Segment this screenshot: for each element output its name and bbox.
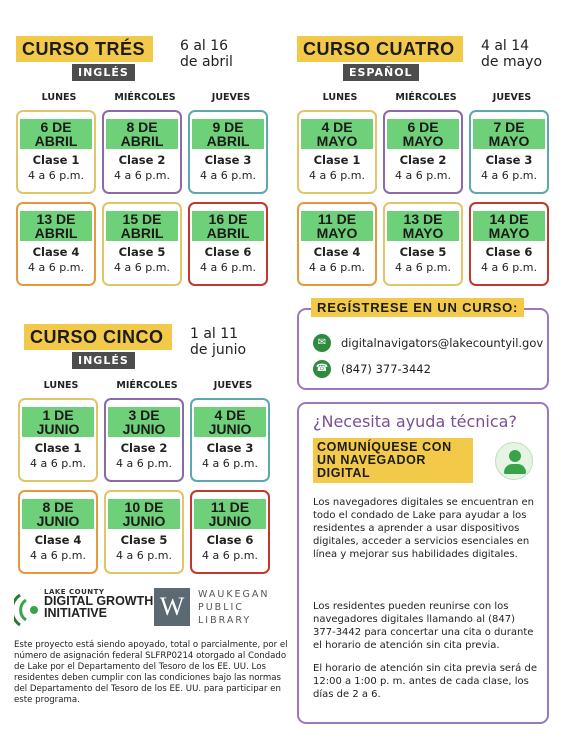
session-card [383, 110, 463, 194]
weekday-label: MIÉRCOLES [114, 92, 176, 103]
weekday-label: LUNES [322, 92, 358, 103]
session-date: 10 DE JUNIO [108, 499, 180, 529]
help-title: ¿Necesita ayuda técnica? [313, 412, 517, 431]
session-time: 4 a 6 p.m. [28, 261, 84, 274]
register-title: REGÍSTRESE EN UN CURSO: [311, 298, 524, 317]
help-subtitle: COMUNÍQUESE CON UN NAVEGADOR DIGITAL [313, 438, 473, 483]
session-grid [297, 110, 549, 286]
session-date: 8 DE JUNIO [22, 499, 94, 529]
session-time: 4 a 6 p.m. [114, 169, 170, 182]
session-time: 4 a 6 p.m. [200, 261, 256, 274]
session-class: Clase 2 [118, 153, 166, 167]
session-date: 9 DE ABRIL [192, 119, 264, 149]
course-header [24, 324, 288, 386]
help-paragraph: Los navegadores digitales se encuentran en todo el condado de Lake para ayudar a los residentes a aprender a usar dispositivos digitales, acceder a servicios esenciales en línea y mejorar sus habilidades digitales. [313, 497, 534, 560]
session-card [18, 490, 98, 574]
register-phone-row[interactable] [313, 360, 431, 378]
course-language: INGLÉS [72, 352, 135, 369]
session-grid [18, 398, 270, 574]
weekday-labels [16, 92, 274, 103]
session-time: 4 a 6 p.m. [28, 169, 84, 182]
weekday-label: JUEVES [213, 380, 253, 391]
session-time: 4 a 6 p.m. [481, 261, 537, 274]
course-title: CURSO TRÉS [16, 36, 153, 62]
session-date: 1 DE JUNIO [22, 407, 94, 437]
session-card [190, 490, 270, 574]
session-time: 4 a 6 p.m. [200, 169, 256, 182]
session-class: Clase 1 [32, 153, 80, 167]
session-time: 4 a 6 p.m. [30, 549, 86, 562]
session-card [188, 110, 268, 194]
session-card [104, 398, 184, 482]
session-date: 6 DE ABRIL [20, 119, 92, 149]
course-dates: 6 al 16 de abril [180, 38, 233, 70]
session-date: 7 DE MAYO [473, 119, 545, 149]
course-dates: 4 al 14 de mayo [481, 38, 543, 70]
session-time: 4 a 6 p.m. [395, 169, 451, 182]
session-card [16, 202, 96, 286]
session-card [102, 110, 182, 194]
course-header [16, 36, 280, 98]
session-time: 4 a 6 p.m. [114, 261, 170, 274]
session-card [16, 110, 96, 194]
session-card [18, 398, 98, 482]
session-card [297, 202, 377, 286]
session-class: Clase 6 [204, 245, 252, 259]
envelope-icon: ✉ [313, 334, 331, 352]
course-title: CURSO CINCO [24, 324, 172, 350]
session-time: 4 a 6 p.m. [116, 549, 172, 562]
course-language: INGLÉS [72, 64, 135, 81]
session-date: 8 DE ABRIL [106, 119, 178, 149]
session-date: 11 DE MAYO [301, 211, 373, 241]
dgi-county: LAKE COUNTY [44, 588, 105, 596]
course-dates: 1 al 11 de junio [190, 326, 247, 358]
logos [14, 584, 288, 634]
session-class: Clase 2 [399, 153, 447, 167]
weekday-label: MIÉRCOLES [116, 380, 178, 391]
session-time: 4 a 6 p.m. [395, 261, 451, 274]
weekday-label: JUEVES [492, 92, 532, 103]
help-panel [297, 402, 549, 724]
course-5 [24, 324, 288, 562]
session-date: 14 DE MAYO [473, 211, 545, 241]
library-logo-mark: W [154, 588, 190, 626]
session-card [104, 490, 184, 574]
help-paragraph: El horario de atención sin cita previa será de 12:00 a 1:00 p. m. antes de cada clase, los días de 2 a 6. [313, 663, 537, 700]
session-date: 11 DE JUNIO [194, 499, 266, 529]
headset-person-icon [495, 442, 533, 480]
session-date: 13 DE ABRIL [20, 211, 92, 241]
session-time: 4 a 6 p.m. [481, 169, 537, 182]
session-class: Clase 4 [32, 245, 80, 259]
weekday-label: LUNES [41, 92, 77, 103]
session-class: Clase 6 [206, 533, 254, 547]
help-paragraph: Los residentes pueden reunirse con los navegadores digitales llamando al (847) 377-3442 para concertar una cita o durante el horario de atención sin cita previa. [313, 601, 534, 651]
course-language: ESPAÑOL [343, 64, 419, 81]
session-card [190, 398, 270, 482]
session-class: Clase 1 [34, 441, 82, 455]
session-class: Clase 4 [313, 245, 361, 259]
session-time: 4 a 6 p.m. [116, 457, 172, 470]
session-grid [16, 110, 268, 286]
library-name: WAUKEGAN PUBLIC LIBRARY [198, 589, 270, 626]
session-date: 4 DE JUNIO [194, 407, 266, 437]
session-class: Clase 3 [206, 441, 254, 455]
session-date: 16 DE ABRIL [192, 211, 264, 241]
session-date: 6 DE MAYO [387, 119, 459, 149]
register-email[interactable]: digitalnavigators@lakecountyil.gov [341, 336, 544, 350]
session-class: Clase 2 [120, 441, 168, 455]
course-4 [297, 36, 561, 274]
session-class: Clase 6 [485, 245, 533, 259]
session-class: Clase 5 [120, 533, 168, 547]
funding-disclaimer: Este proyecto está siendo apoyado, total o parcialmente, por el número de asignación federal SLFRP0214 otorgado al Condado de Lake por el Departamento del Tesoro de los EE. UU. Los residentes deben cumplir con las condiciones bajo las normas del Departamento del Tesoro de los EE. UU. para participar en este programa. [14, 640, 288, 705]
session-card [383, 202, 463, 286]
session-class: Clase 5 [118, 245, 166, 259]
course-header [297, 36, 561, 98]
session-time: 4 a 6 p.m. [202, 457, 258, 470]
session-class: Clase 3 [204, 153, 252, 167]
session-time: 4 a 6 p.m. [309, 169, 365, 182]
session-time: 4 a 6 p.m. [30, 457, 86, 470]
session-date: 15 DE ABRIL [106, 211, 178, 241]
session-time: 4 a 6 p.m. [202, 549, 258, 562]
weekday-label: LUNES [43, 380, 79, 391]
weekday-label: MIÉRCOLES [395, 92, 457, 103]
session-card [297, 110, 377, 194]
weekday-labels [297, 92, 555, 103]
session-card [469, 202, 549, 286]
session-date: 13 DE MAYO [387, 211, 459, 241]
register-phone[interactable]: (847) 377-3442 [341, 362, 431, 376]
course-3 [16, 36, 280, 274]
session-class: Clase 4 [34, 533, 82, 547]
dgi-name: DIGITAL GROWTH INITIATIVE [44, 594, 154, 620]
register-email-row[interactable] [313, 334, 543, 352]
session-card [102, 202, 182, 286]
register-panel [297, 300, 549, 390]
session-class: Clase 5 [399, 245, 447, 259]
session-class: Clase 1 [313, 153, 361, 167]
session-class: Clase 3 [485, 153, 533, 167]
session-card [469, 110, 549, 194]
session-time: 4 a 6 p.m. [309, 261, 365, 274]
weekday-labels [18, 380, 276, 391]
session-card [188, 202, 268, 286]
session-date: 3 DE JUNIO [108, 407, 180, 437]
signal-waves-icon [14, 592, 44, 628]
course-title: CURSO CUATRO [297, 36, 463, 62]
session-date: 4 DE MAYO [301, 119, 373, 149]
phone-icon: ☎ [313, 360, 331, 378]
weekday-label: JUEVES [211, 92, 251, 103]
